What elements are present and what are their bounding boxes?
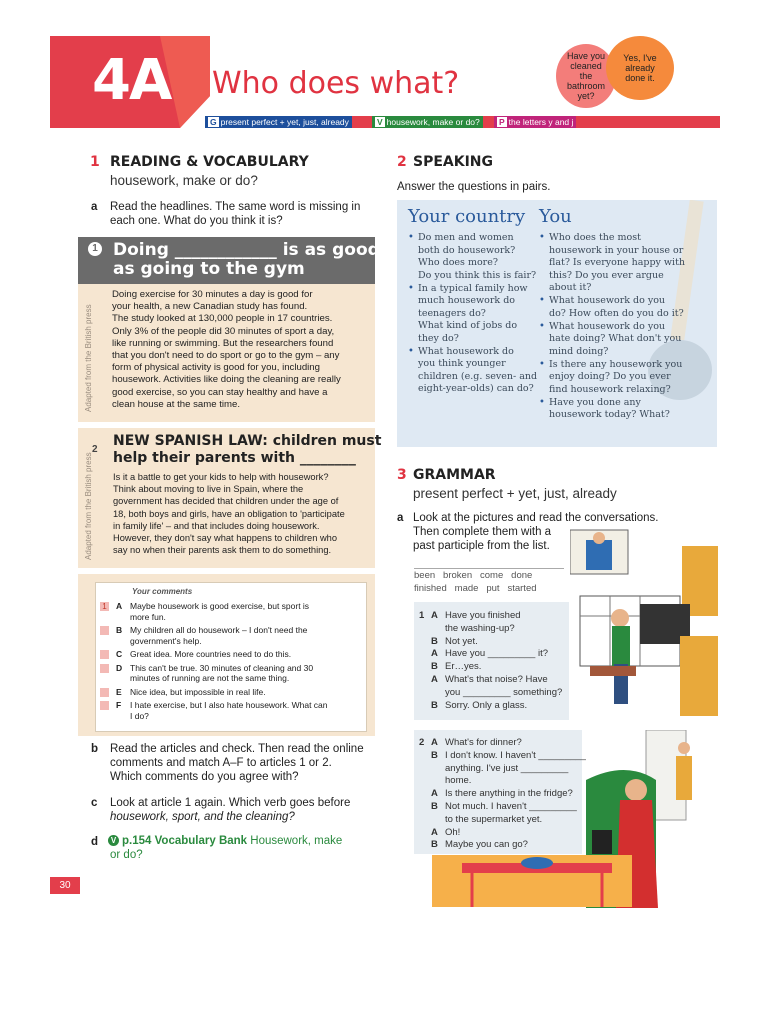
- speaking-col1-title: Your country: [408, 206, 526, 227]
- speaking-question-line: about it?: [549, 282, 592, 293]
- exercise-letter-a: a: [91, 201, 98, 213]
- comment-letter: F: [116, 700, 122, 710]
- conversation-line: to the supermarket yet.: [445, 813, 543, 825]
- article1-number: 1: [88, 242, 102, 256]
- speaking-bullet: •: [539, 396, 545, 408]
- conversation-line: Not yet.: [445, 635, 478, 647]
- word-list-row2: finished made put started: [414, 583, 537, 594]
- speaking-question-line: What housework do you: [549, 295, 666, 306]
- article1-line: Only 3% of the people did 30 minutes of sport a day,: [112, 325, 335, 337]
- speaking-bullet: •: [408, 345, 414, 357]
- conversation-line: What's for dinner?: [445, 737, 522, 748]
- conversation-line: the washing-up?: [445, 622, 515, 634]
- conversation-line: Maybe you can go?: [445, 839, 528, 851]
- grammar-tag: G present perfect + yet, just, already: [205, 116, 352, 128]
- article2-line: However, they don't say what happens to children who: [113, 533, 338, 543]
- conversation-speaker: B: [431, 749, 438, 761]
- comment-answer-box[interactable]: [100, 701, 109, 710]
- speaking-question-line: Is there any housework you: [549, 358, 683, 370]
- section1-number: 1: [90, 154, 100, 170]
- comment-text: government's help.: [130, 635, 202, 646]
- article2-number: 2: [92, 444, 98, 455]
- comment-text: more fun.: [130, 611, 166, 622]
- article1-line: good exercise, so you can stay healthy and have a: [112, 386, 328, 398]
- speaking-question-line: children (e.g. seven- and: [418, 370, 538, 382]
- conversation-line: What's that noise? Have: [445, 674, 548, 685]
- speaking-question-line: hate doing? What don't you: [549, 333, 682, 344]
- speaking-question-line: What kind of jobs do: [418, 320, 518, 331]
- conversation-speaker: B: [431, 839, 438, 851]
- speaking-question-line: do? How often do you do it?: [549, 307, 684, 319]
- speaking-bullet: •: [539, 232, 545, 243]
- comment-answer-box[interactable]: 1: [100, 602, 109, 611]
- comments-title: Your comments: [132, 587, 193, 596]
- comment-letter: B: [116, 625, 123, 635]
- conversation-number: 2: [419, 737, 425, 748]
- article2-line: in family life' – and that includes doing housework.: [113, 520, 320, 531]
- conversation-line: you _________ something?: [445, 686, 563, 698]
- comment-text: I hate exercise, but I also hate housework. What can: [130, 700, 328, 710]
- article1-source: Adapted from the British press: [84, 304, 93, 412]
- speaking-question-line: they do?: [418, 332, 459, 344]
- exercise-a-line2: each one. What do you think it is?: [110, 215, 283, 227]
- conversation-speaker: A: [431, 674, 438, 685]
- comment-text: This can't be true. 30 minutes of cleaning and 30: [130, 662, 314, 673]
- article2-line: Think about moving to live in Spain, where the: [113, 484, 304, 495]
- speaking-question-line: teenagers do?: [418, 307, 486, 319]
- speaking-question-line: this? Do you ever argue: [549, 269, 664, 281]
- exercise-letter-b: b: [91, 743, 99, 755]
- article2-line: government has decided that children under the age of: [113, 496, 339, 507]
- comment-answer-box[interactable]: [100, 664, 109, 673]
- exercise-letter-d: d: [91, 836, 99, 848]
- article1-line: Doing exercise for 30 minutes a day is good for: [112, 289, 313, 300]
- comment-text: I do?: [130, 710, 149, 721]
- article2-line: say no when their parents ask them to do something.: [113, 545, 332, 556]
- article1-line: like running or swimming. But the researchers found: [112, 337, 334, 349]
- conversation-line: Not much. I haven't _________: [445, 801, 577, 812]
- article2-source: Adapted from the British press: [84, 452, 93, 560]
- pronunciation-tag: P the letters y and j: [494, 116, 576, 128]
- speaking-question-line: both do housework?: [418, 244, 516, 256]
- page-number: 30: [50, 877, 80, 894]
- speaking-question-line: flat? Is everyone happy with: [549, 257, 686, 268]
- speech-bubble-question: Have you cleaned the bathroom yet?: [556, 44, 616, 108]
- speaking-bullet: •: [408, 232, 414, 243]
- speaking-question-line: housework today? What?: [549, 409, 670, 420]
- conversation-speaker: A: [431, 610, 438, 621]
- speaking-question-line: Have you done any: [549, 396, 641, 408]
- conversation-line: Have you finished: [445, 610, 521, 621]
- article2-headline-line2: help their parents with ________: [113, 450, 356, 466]
- word-list-row1: been broken come done: [414, 570, 533, 581]
- exercise-b-line: comments and match A–F to articles 1 or 2.: [110, 757, 332, 769]
- vocabulary-bank-link-line2: or do?: [110, 849, 143, 861]
- article1-line: form of physical activity is good for you, including: [112, 362, 320, 374]
- conversation-number: 1: [419, 610, 425, 621]
- speaking-question-line: eight-year-olds) can do?: [418, 383, 534, 394]
- speaking-question-line: Who does more?: [418, 257, 498, 268]
- conversation-line: I don't know. I haven't _________: [445, 749, 586, 761]
- conversation-line: Oh!: [445, 826, 461, 838]
- speaking-question-line: enjoy doing? Do you ever: [549, 371, 671, 382]
- conversation-line: anything. I've just _________: [445, 762, 569, 774]
- exercise-letter-c: c: [91, 797, 98, 809]
- speaking-bullet: •: [539, 358, 545, 370]
- article1-headline-line1: Doing ____________ is as good: [113, 240, 380, 260]
- conversation-line: home.: [445, 775, 472, 787]
- vocabulary-bank-link[interactable]: p.154 Vocabulary Bank Housework, make: [122, 835, 343, 847]
- section1-subtitle: housework, make or do?: [110, 173, 258, 188]
- conversation-line: Is there anything in the fridge?: [445, 788, 573, 800]
- comment-text: My children all do housework – I don't need the: [130, 625, 308, 635]
- kitchen-illustration: [570, 526, 720, 726]
- speaking-question-line: Who does the most: [549, 232, 641, 243]
- conversation-line: Sorry. Only a glass.: [445, 699, 528, 711]
- comment-answer-box[interactable]: [100, 688, 109, 697]
- speaking-question-line: mind doing?: [549, 345, 609, 357]
- article1-headline-line2: as going to the gym: [113, 259, 305, 279]
- conversation-speaker: A: [431, 648, 438, 660]
- exercise-b-line: Read the articles and check. Then read the online: [110, 743, 364, 755]
- comment-letter: E: [116, 686, 122, 697]
- speech-bubble-answer: Yes, I've already done it.: [606, 36, 674, 100]
- conversation-speaker: A: [431, 737, 438, 748]
- section3-title: GRAMMAR: [413, 467, 496, 483]
- conversation-line: Have you _________ it?: [445, 648, 548, 660]
- article1-line: that you don't need to do sport or go to the gym – any: [112, 350, 340, 361]
- exercise3-a-line3: past participle from the list.: [413, 540, 550, 552]
- article1-line: clean house at the same time.: [112, 398, 240, 410]
- article1-line: The study looked at 130,000 people in 17 countries.: [112, 313, 333, 325]
- article2-line: Is it a battle to get your kids to help with housework?: [113, 472, 329, 482]
- conversation-line: Er…yes.: [445, 661, 482, 673]
- comment-text: Great idea. More countries need to do this.: [130, 649, 292, 659]
- speaking-question-line: Do men and women: [418, 232, 514, 243]
- conversation-speaker: A: [431, 788, 438, 800]
- comment-answer-box[interactable]: [100, 626, 109, 635]
- exercise3-a-line1: Look at the pictures and read the conversations.: [413, 512, 659, 524]
- comment-answer-box[interactable]: [100, 650, 109, 659]
- speaking-question-line: Do you think this is fair?: [418, 269, 537, 281]
- comment-letter: D: [116, 662, 123, 673]
- exercise3-letter-a: a: [397, 512, 404, 524]
- table-illustration: [432, 855, 632, 907]
- exercise-a-line1: Read the headlines. The same word is missing in: [110, 201, 361, 213]
- article1-line: your health, a new Canadian study has found.: [112, 301, 308, 313]
- speaking-question-line: you think younger: [418, 358, 506, 369]
- conversation-speaker: B: [431, 801, 438, 812]
- speaking-question-line: What housework do you: [549, 320, 666, 332]
- speaking-bullet: •: [539, 320, 545, 332]
- speaking-col2-title: You: [539, 206, 572, 227]
- exercise-c-line2: housework, sport, and the cleaning?: [110, 811, 295, 823]
- conversation-speaker: B: [431, 635, 438, 647]
- conversation-speaker: B: [431, 661, 438, 673]
- section3-number: 3: [397, 467, 407, 483]
- exercise-b-line: Which comments do you agree with?: [110, 771, 299, 783]
- section1-title: READING & VOCABULARY: [110, 154, 309, 170]
- article2-headline-line1: NEW SPANISH LAW: children must: [113, 433, 382, 449]
- speaking-question-line: In a typical family how: [418, 282, 528, 294]
- speaking-question-line: housework in your house or: [549, 244, 684, 256]
- word-list-divider: [414, 568, 564, 569]
- section3-subtitle: present perfect + yet, just, already: [413, 486, 617, 501]
- section2-title: SPEAKING: [413, 154, 494, 170]
- vocabulary-bank-icon: V: [108, 835, 119, 846]
- comment-text: Nice idea, but impossible in real life.: [130, 686, 266, 697]
- comment-letter: A: [116, 601, 123, 611]
- section2-number: 2: [397, 154, 407, 170]
- speaking-bullet: •: [408, 282, 414, 294]
- conversation-speaker: A: [431, 826, 438, 838]
- article1-line: housework. Activities like doing the cleaning are really: [112, 374, 341, 386]
- exercise-c-line1: Look at article 1 again. Which verb goes before: [110, 797, 351, 809]
- exercise3-a-line2: Then complete them with a: [413, 526, 552, 538]
- section2-instruction: Answer the questions in pairs.: [397, 181, 551, 193]
- speaking-question-line: much housework do: [418, 295, 516, 306]
- speaking-question-line: find housework relaxing?: [549, 383, 671, 395]
- unit-number: 4A: [92, 48, 171, 113]
- vocabulary-tag: V housework, make or do?: [372, 116, 483, 128]
- speaking-question-line: What housework do: [418, 345, 514, 357]
- article2-line: 18, both boys and girls, have an obligation to 'participate: [113, 508, 345, 519]
- comment-letter: C: [116, 649, 123, 659]
- page-title: Who does what?: [212, 66, 460, 101]
- comment-text: Maybe housework is good exercise, but sport is: [130, 601, 310, 611]
- speaking-bullet: •: [539, 295, 545, 306]
- comment-text: minutes of running are not the same thing.: [130, 673, 290, 683]
- conversation-speaker: B: [431, 699, 438, 711]
